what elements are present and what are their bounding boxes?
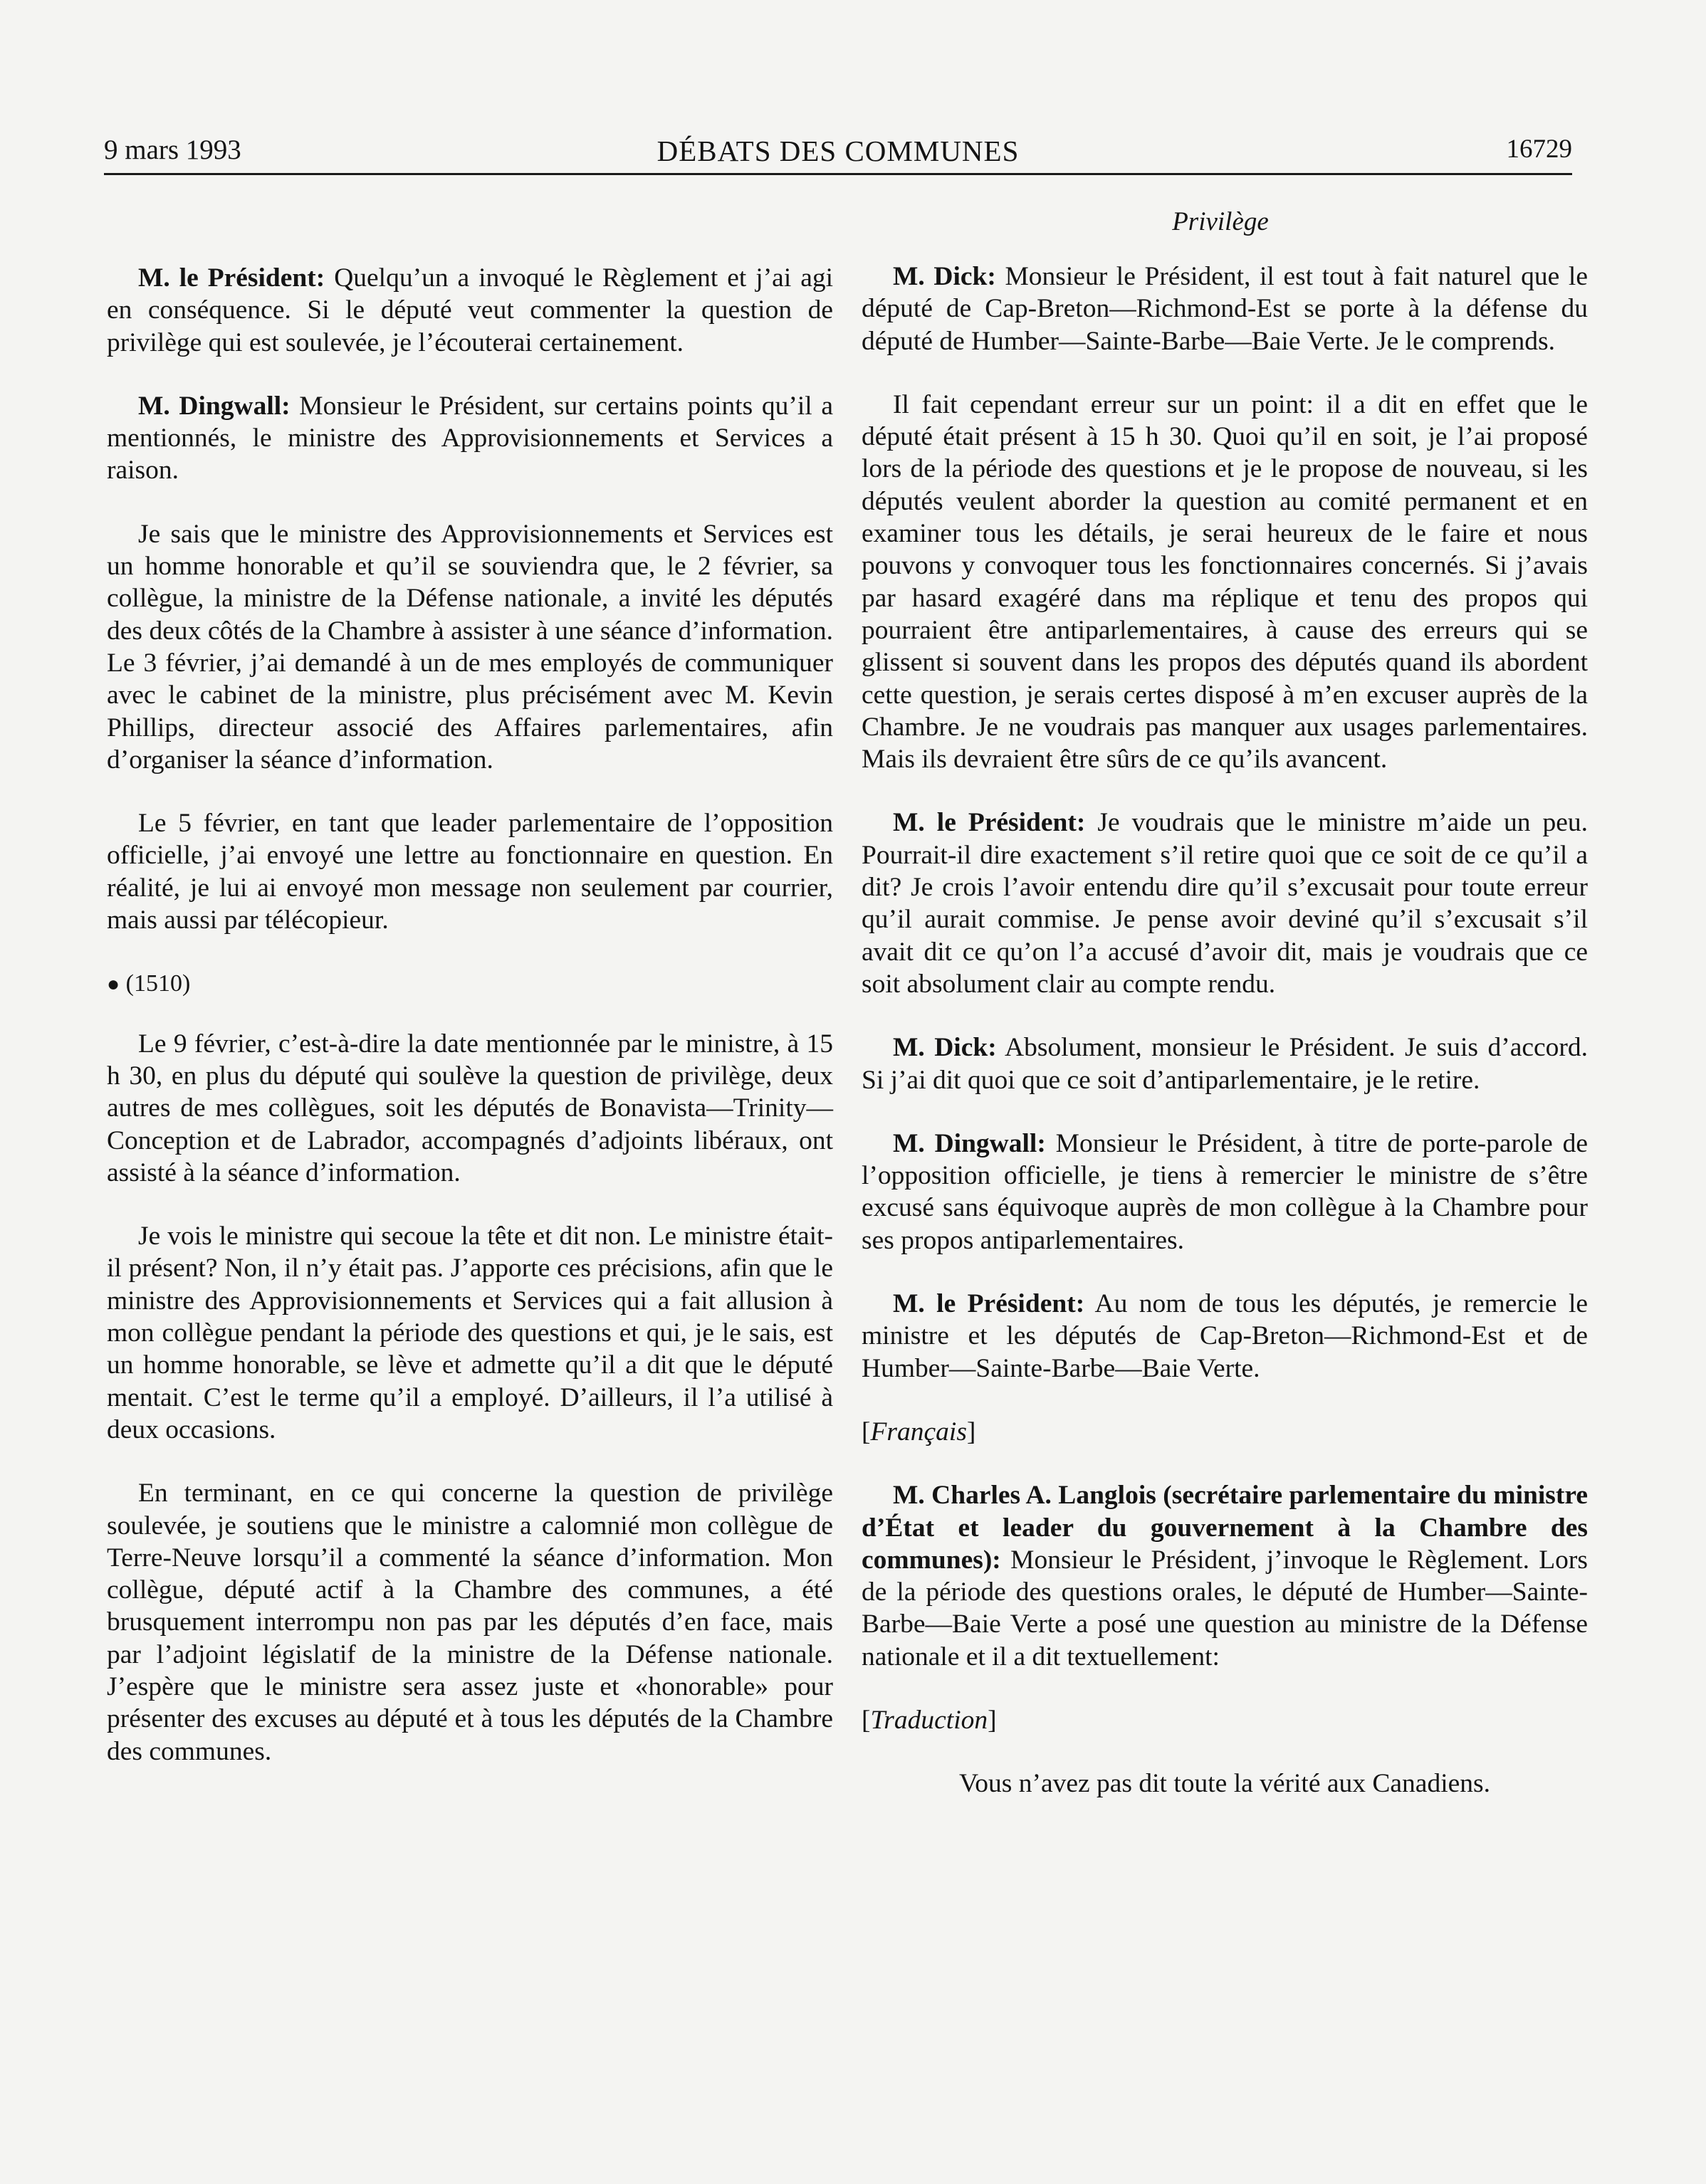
speech-text: Monsieur le Président, sur certains points qu’il a mentionnés, le ministre des Approvisionnements et Services a raison. <box>107 391 833 485</box>
paragraph: Le 5 février, en tant que leader parlementaire de l’opposition officielle, j’ai envoyé une lettre au fonctionnaire en question. En réalité, je lui ai envoyé mon message non seulement par courrier, mais aussi par télécopieur. <box>107 809 833 935</box>
language-tag: [Traduction] <box>862 1705 997 1735</box>
speaker-name: M. Charles A. Langlois (secrétaire parlementaire du ministre d’État et leader du gouvernement à la Chambre des communes): <box>862 1481 1588 1575</box>
time-marker <box>107 967 833 1000</box>
header-date: 9 mars 1993 <box>104 135 241 165</box>
right-column <box>862 261 1588 1800</box>
paragraph <box>862 1479 1588 1673</box>
paragraph <box>862 261 1588 357</box>
speaker-name: M. le Président: <box>893 808 1086 838</box>
speaker-name: M. le Président: <box>893 1289 1085 1319</box>
header-rule <box>104 173 1572 175</box>
language-tag: [Français] <box>862 1417 976 1447</box>
speaker-name: M. Dick: <box>893 1033 997 1063</box>
paragraph: Il fait cependant erreur sur un point: il a dit en effet que le député était présent à 15 h 30. Quoi qu’il en soit, je l’ai proposé lors de la période des questions et je le propose de nouveau, si les députés veulent aborder la question au comité permanent et en examiner tous les détails, je serai heureux de le faire et nous pouvons y convoquer tous les fonctionnaires concernés. Si j’avais par hasard exagéré dans ma réplique et tenu des propos qui pourraient être antiparlementaires, à cause des erreurs qui se glissent si souvent dans les propos des députés quand ils abordent cette question, je serais certes disposé à m’en excuser auprès de la Chambre. Je ne voudrais pas manquer aux usages parlementaires. Mais ils devraient être sûrs de ce qu’ils avancent. <box>862 389 1588 775</box>
paragraph: Je sais que le ministre des Approvisionnements et Services est un homme honorable et qu’il se souviendra que, le 2 février, sa collègue, la ministre de la Défense nationale, a invité les députés des deux côtés de la Chambre à assister à une séance d’information. Le 3 février, j’ai demandé à un de mes employés de communiquer avec le cabinet de la ministre, plus précisément avec M. Kevin Phillips, directeur associé des Affaires parlementaires, afin d’organiser la séance d’information. <box>107 519 833 775</box>
paragraph <box>862 1288 1588 1385</box>
time-marker-text: (1510) <box>125 970 191 997</box>
speech-text: Monsieur le Président, il est tout à fait naturel que le député de Cap-Breton—Richmond-Est se porte à la défense du député de Humber—Sainte-Barbe—Baie Verte. Je le comprends. <box>862 262 1588 356</box>
paragraph <box>862 1128 1588 1256</box>
language-tag-text: Français <box>870 1417 967 1447</box>
bullet-icon: ● <box>107 972 120 997</box>
speaker-name: M. le Président: <box>138 263 325 293</box>
language-tag-text: Traduction <box>870 1705 988 1735</box>
speech-text: Quelqu’un a invoqué le Règlement et j’ai agi en conséquence. Si le député veut commenter la question de privilège qui est soulevée, je l’écouterai certainement. <box>107 263 834 357</box>
paragraph: Je vois le ministre qui secoue la tête et dit non. Le ministre était-il présent? Non, il n’y était pas. J’apporte ces précisions, afin que le ministre des Approvisionnements et Services qui a fait allusion à mon collègue pendant la période des questions et qui, je le sais, est un homme honorable, se lève et admette qu’il a dit que le député mentait. C’est le terme qu’il a employé. D’ailleurs, il l’a utilisé à deux occasions. <box>107 1222 833 1444</box>
quotation: Vous n’avez pas dit toute la vérité aux Canadiens. <box>959 1769 1490 1799</box>
paragraph: Le 9 février, c’est-à-dire la date mentionnée par le ministre, à 15 h 30, en plus du député qui soulève la question de privilège, deux autres de mes collègues, soit les députés de Bonavista—Trinity—Conception et de Labrador, accompagnés d’adjoints libéraux, ont assisté à la séance d’information. <box>107 1029 833 1187</box>
left-column <box>107 262 833 1768</box>
speaker-name: M. Dick: <box>893 262 996 291</box>
header-page-number: 16729 <box>1506 135 1572 164</box>
section-label: Privilège <box>1172 207 1269 236</box>
paragraph: En terminant, en ce qui concerne la question de privilège soulevée, je soutiens que le ministre a calomnié mon collègue de Terre-Neuve lorsqu’il a commenté la séance d’information. Mon collègue, député actif à la Chambre des communes, a été brusquement interrompu non pas par les députés d’en face, mais par l’adjoint législatif de la ministre de la Défense nationale. J’espère que le ministre sera assez juste et «honorable» pour présenter des excuses au député et à tous les députés de la Chambre des communes. <box>107 1479 833 1766</box>
speech-text: Monsieur le Président, à titre de porte-parole de l’opposition officielle, je tiens à remercier le ministre de s’être excusé sans équivoque auprès de mon collègue à la Chambre pour ses propos antiparlementaires. <box>862 1128 1588 1255</box>
speech-text: Absolument, monsieur le Président. Je suis d’accord. Si j’ai dit quoi que ce soit d’antiparlementaire, je le retire. <box>862 1033 1588 1095</box>
speech-text: Je voudrais que le ministre m’aide un peu. Pourrait-il dire exactement s’il retire quoi que ce soit de ce qu’il a dit? Je crois l’avoir entendu dire qu’il s’excusait pour toute erreur qu’il aurait commise. Je pense avoir deviné qu’il s’excusait s’il avait dit ce qu’on l’a accusé d’avoir dit, mais je voudrais que ce soit absolument clair au compte rendu. <box>862 808 1588 999</box>
paragraph <box>862 807 1588 1000</box>
speech-text: Monsieur le Président, j’invoque le Règlement. Lors de la période des questions orales, le député de Humber—Sainte-Barbe—Baie Verte a posé une question au ministre de la Défense nationale et il a dit textuellement: <box>862 1545 1588 1671</box>
header-title: DÉBATS DES COMMUNES <box>656 135 1020 167</box>
paragraph <box>107 390 833 487</box>
paragraph <box>862 1031 1588 1096</box>
speaker-name: M. Dingwall: <box>138 391 291 421</box>
speech-text: Au nom de tous les députés, je remercie le ministre et les députés de Cap-Breton—Richmond-Est et de Humber—Sainte-Barbe—Baie Verte. <box>862 1289 1589 1383</box>
speaker-name: M. Dingwall: <box>893 1128 1046 1158</box>
page-header <box>104 134 1572 174</box>
paragraph <box>107 262 833 359</box>
